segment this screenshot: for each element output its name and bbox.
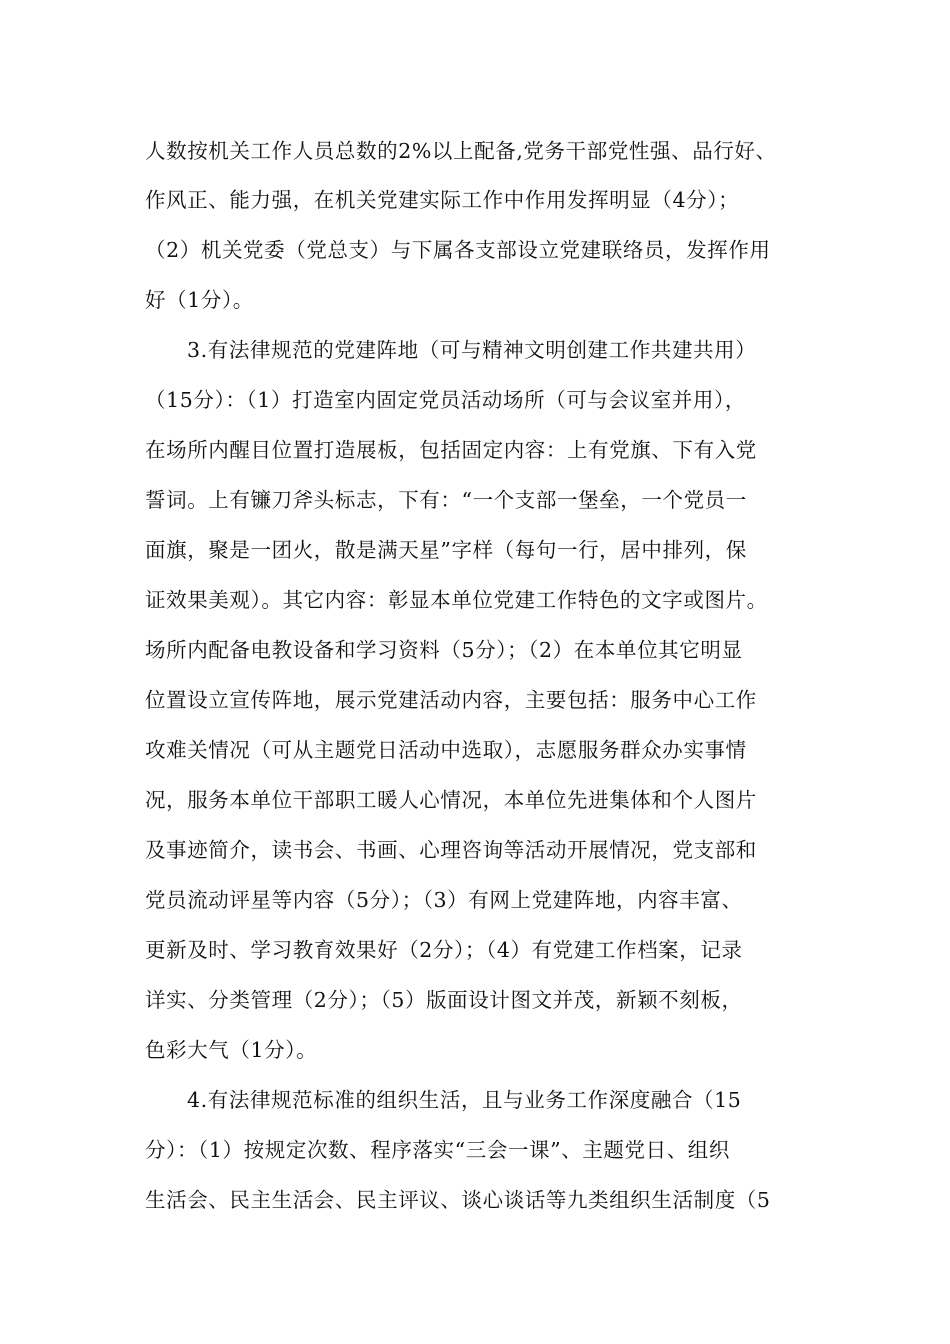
text-line: 色彩大气（1分）。: [145, 1038, 318, 1062]
paragraph-3-start: 3.有法律规范的党建阵地（可与精神文明创建工作共建共用）: [187, 338, 757, 362]
text-line: 党员流动评星等内容（5分）；（3）有网上党建阵地，内容丰富、: [145, 888, 743, 912]
text-line: 人数按机关工作人员总数的2%以上配备,党务干部党性强、品行好、: [145, 139, 777, 163]
text-line: 证效果美观）。其它内容：彰显本单位党建工作特色的文字或图片。: [145, 588, 768, 612]
text-line: 好（1分）。: [145, 288, 254, 312]
paragraph-4-start: 4.有法律规范标准的组织生活，且与业务工作深度融合（15: [187, 1088, 742, 1112]
text-line: 攻难关情况（可从主题党日活动中选取），志愿服务群众办实事情: [145, 738, 747, 762]
text-line: 及事迹简介，读书会、书画、心理咨询等活动开展情况，党支部和: [145, 838, 757, 862]
text-line: 作风正、能力强，在机关党建实际工作中作用发挥明显（4分）；: [145, 188, 740, 212]
text-line: 生活会、民主生活会、民主评议、谈心谈话等九类组织生活制度（5: [145, 1188, 771, 1212]
text-line: 详实、分类管理（2分）；（5）版面设计图文并茂，新颖不刻板，: [145, 988, 743, 1012]
text-line: 分）：（1）按规定次数、程序落实“三会一课”、主题党日、组织: [145, 1138, 731, 1162]
text-line: （15分）：（1）打造室内固定党员活动场所（可与会议室并用），: [145, 388, 746, 412]
text-line: 况，服务本单位干部职工暖人心情况，本单位先进集体和个人图片: [145, 788, 757, 812]
text-line: 更新及时、学习教育效果好（2分）；（4）有党建工作档案，记录: [145, 938, 743, 962]
text-line: 誓词。上有镰刀斧头标志，下有：“一个支部一堡垒，一个党员一: [145, 488, 747, 512]
text-line: 在场所内醒目位置打造展板，包括固定内容：上有党旗、下有入党: [145, 438, 757, 462]
text-line: 面旗，聚是一团火，散是满天星”字样（每句一行，居中排列，保: [145, 538, 747, 562]
text-line: 位置设立宣传阵地，展示党建活动内容，主要包括：服务中心工作: [145, 688, 757, 712]
text-line: （2）机关党委（党总支）与下属各支部设立党建联络员，发挥作用: [145, 238, 771, 262]
text-line: 场所内配备电教设备和学习资料（5分）；（2）在本单位其它明显: [145, 638, 743, 662]
